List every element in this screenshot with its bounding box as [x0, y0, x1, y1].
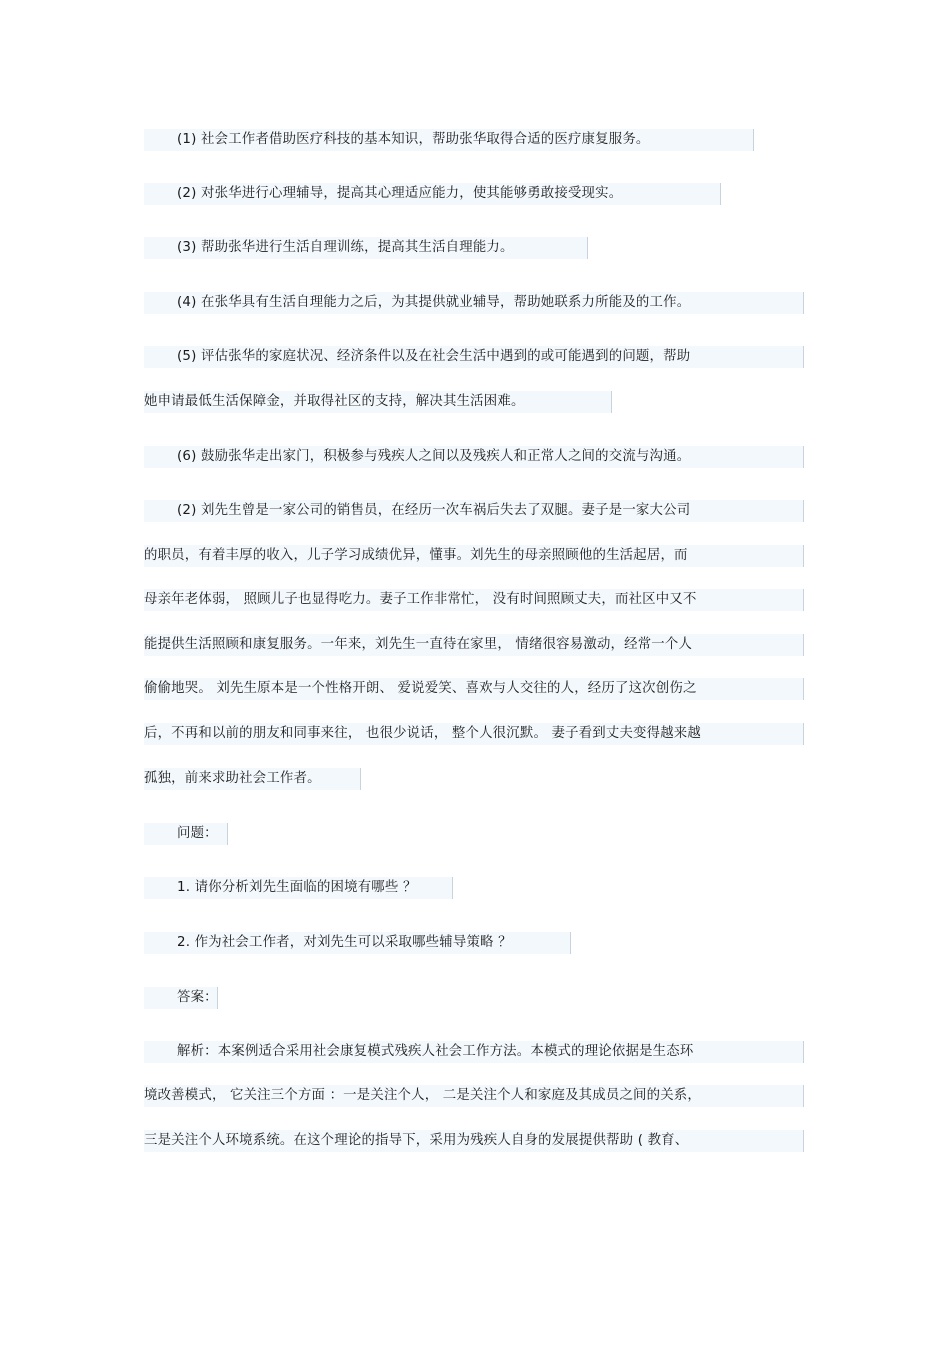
text-line: 孤独，前来求助社会工作者。: [144, 768, 361, 790]
text-line: (2) 刘先生曾是一家公司的销售员，在经历一次车祸后失去了双腿。妻子是一家大公司: [144, 500, 804, 522]
text-line: 解析：本案例适合采用社会康复模式残疾人社会工作方法。本模式的理论依据是生态环: [144, 1041, 804, 1063]
question-item: 1. 请你分析刘先生面临的困境有哪些 ？: [144, 877, 453, 899]
text-line: 三是关注个人环境系统。在这个理论的指导下，采用为残疾人自身的发展提供帮助 ( 教育、: [144, 1130, 804, 1152]
text-line: 母亲年老体弱， 照顾儿子也显得吃力。妻子工作非常忙， 没有时间照顾丈夫，而社区中又不: [144, 589, 804, 611]
text-line: 能提供生活照顾和康复服务。一年来，刘先生一直待在家里， 情绪很容易激动，经常一个人: [144, 634, 804, 656]
text-line: (3) 帮助张华进行生活自理训练，提高其生活自理能力。: [144, 237, 588, 259]
text-line: 她申请最低生活保障金，并取得社区的支持，解决其生活困难。: [144, 391, 612, 413]
text-line: 偷偷地哭。 刘先生原本是一个性格开朗、 爱说爱笑、喜欢与人交往的人，经历了这次创伤之: [144, 678, 804, 700]
text-line: (4) 在张华具有生活自理能力之后，为其提供就业辅导，帮助她联系力所能及的工作。: [144, 292, 804, 314]
text-line: (5) 评估张华的家庭状况、经济条件以及在社会生活中遇到的或可能遇到的问题，帮助: [144, 346, 804, 368]
text-line: 的职员，有着丰厚的收入，儿子学习成绩优异，懂事。刘先生的母亲照顾他的生活起居，而: [144, 545, 804, 567]
question-item: 2. 作为社会工作者，对刘先生可以采取哪些辅导策略 ？: [144, 932, 571, 954]
text-line: 境改善模式， 它关注三个方面 ：一是关注个人， 二是关注个人和家庭及其成员之间的关系，: [144, 1085, 804, 1107]
text-line: (1) 社会工作者借助医疗科技的基本知识，帮助张华取得合适的医疗康复服务。: [144, 129, 754, 151]
text-line: (6) 鼓励张华走出家门，积极参与残疾人之间以及残疾人和正常人之间的交流与沟通。: [144, 446, 804, 468]
section-heading: 答案：: [144, 987, 218, 1009]
section-heading: 问题：: [144, 823, 228, 845]
text-line: (2) 对张华进行心理辅导，提高其心理适应能力，使其能够勇敢接受现实。: [144, 183, 721, 205]
text-line: 后，不再和以前的朋友和同事来往， 也很少说话， 整个人很沉默。 妻子看到丈夫变得越来越: [144, 723, 804, 745]
